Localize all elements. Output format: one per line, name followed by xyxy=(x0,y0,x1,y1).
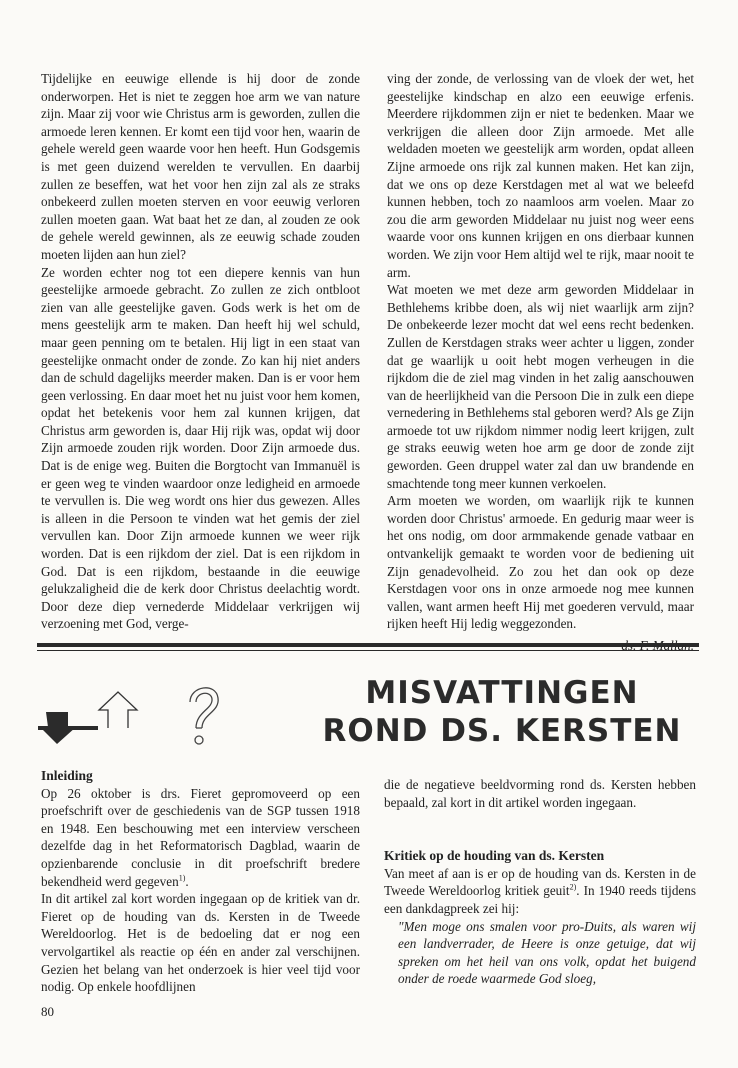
page-number: 80 xyxy=(41,1004,54,1019)
paragraph: Wat moeten we met deze arm geworden Middelaar in Bethlehems kribbe doen, als wij niet waarlijk arm zijn? De onbekeerde lezer mocht dat wel eens recht bedenken. Zullen de Kerstdagen straks weer achter u liggen, zonder dat ge waarlijk u ooit hebt mogen verheugen in die rijkdom die de ziel mag vinden in het zalig aanschouwen van de heerlijkheid van die Persoon Die in zulk een diepe vernedering in Bethlehems stal geboren werd? Als ge Zijn armoede tot uw rijkdom nimmer nodig leert krijgen, zult ge straks eeuwig weten hoe arm ge door de zonde zijt geworden. Geen druppel water zal dan uw brandende en smachtende tong meer kunnen verkoelen. xyxy=(387,282,694,491)
headline-line-1: MISVATTINGEN xyxy=(365,675,639,711)
paragraph: In dit artikel zal kort worden ingegaan op de kritiek van dr. Fieret op de houding van ds. Kersten in de Tweede Wereldoorlog. Het is de bedoeling dat er nog een vervolgartikel als reactie op één en ander zal verschijnen. Gezien het belang van het onderzoek is hier veel tijd voor nodig. Op enkele hoofdlijnen xyxy=(41,891,360,995)
article-headline xyxy=(292,674,712,750)
paragraph: Van meet af aan is er op de houding van ds. Kersten in de Tweede Wereldoorlog kritiek geuit$^{2)}$. In 1940 reeds tijdens een dankdagpreek zei hij: xyxy=(384,865,696,916)
article-column-1 xyxy=(41,70,360,633)
arrow-up-icon xyxy=(99,692,177,728)
article2-column-1 xyxy=(41,767,360,996)
paragraph: Tijdelijke en eeuwige ellende is hij door de zonde onderworpen. Het is niet te zeggen hoe arm we van nature zijn. Maar zij voor wie Christus arm is geworden, zullen die armoede leren kennen. Er komt een tijd voor hen, waarin de gehele wereld geen waarde voor hen heeft. Hun Godsgemis is met geen duizend werelden te vervullen. En daarbij zullen ze beseffen, wat het voor hen zijn zal als ze straks onbekeerd zullen moeten sterven en voor eeuwig verloren zullen moeten gaan. Wat baat het ze dan, al zouden ze ook de gehele wereld gewinnen, als ze eeuwig schade zouden moeten lijden aan hun ziel? xyxy=(41,71,360,262)
section-divider-thin xyxy=(37,650,699,651)
article2-column-2 xyxy=(384,776,696,988)
paragraph: die de negatieve beeldvorming rond ds. Kersten hebben bepaald, zal kort in dit artikel worden ingegaan. xyxy=(384,777,696,810)
arrow-down-icon xyxy=(38,712,98,744)
section-divider-thick xyxy=(37,643,699,647)
quote: "Men moge ons smalen voor pro-Duits, als waren wij een landverrader, de Heere is onze getuige, dat wij spreken om het heil van ons volk, opdat het buigend onder de roede waarmede God sloeg, xyxy=(398,918,696,987)
article-column-2 xyxy=(387,70,694,655)
paragraph: Arm moeten we worden, om waarlijk rijk te kunnen worden door Christus' armoede. En gedurig maar weer is het ons nodig, om door armmakende genade vatbaar en ontvankelijk gemaakt te worden voor de bediening uit Zijn genadevolheid. Zo zou het dan ook op deze Kerstdagen voor ons in onze armoede nog mee kunnen vallen, want armen heeft Hij met goederen vervuld, maar rijken heeft Hij ledig weggezonden. xyxy=(387,493,694,632)
paragraph: Ze worden echter nog tot een diepere kennis van hun geestelijke armoede gebracht. Zo zullen ze zich ontbloot zien van alle geestelijke gaven. Gods werk is het om de mens geestelijk arm te maken. Dan heeft hij wel schuld, maar geen penning om te betalen. Hij ligt in een staat van geestelijke onmacht onder de zonde. Zo kan hij niet anders dan de schuld dagelijks meerder maken. Dan is er voor hem geen verlossing. En daar moet het nu juist voor hem komen, opdat het betekenis voor hem zal kunnen krijgen, dat Christus arm geworden is, daar Hij rijk was, opdat wij door Zijn armoede zouden rijk worden. Door Zijn armoede dus. Dat is de enige weg. Buiten die Borgtocht van Immanuël is er geen weg te vinden waardoor onze ledigheid en armoede te vervullen is. Die weg wordt ons hier dus gewezen. Alles is alleen in die Persoon te vinden wat het gemis der ziel vervullen kan. Door Zijn armoede kunnen we weer rijk worden. Dat is een rijkdom der ziel. Dat is een rijkdom in God. Dat is een rijkdom, bestaande in die eeuwige gelukzaligheid die de kerk door Christus deelachtig wordt. Door deze diep vernederde Middelaar verkrijgen wij verzoening met God, verge- xyxy=(41,264,360,632)
article-logo xyxy=(38,672,238,752)
footnote-ref: 2) xyxy=(569,882,577,892)
paragraph: Op 26 oktober is drs. Fieret gepromoveerd op een proefschrift over de geschiedenis van de SGP tussen 1918 en 1948. Een beschouwing met een interview verscheen dezelfde dag in het Reformatorisch Dagblad, waarin de opzienbarende conclusie in dit proefschrift bredere bekendheid werd gegeven$^{1)}$. xyxy=(41,785,360,889)
section-heading-kritiek: Kritiek op de houding van ds. Kersten xyxy=(384,848,605,864)
headline-line-2: ROND DS. KERSTEN xyxy=(322,713,682,749)
question-mark-icon xyxy=(190,688,218,744)
section-heading-inleiding: Inleiding xyxy=(41,768,93,783)
paragraph: ving der zonde, de verlossing van de vloek der wet, het geestelijke kindschap en alzo een eeuwige erfenis. Meerdere rijkdommen zijn er niet te bedenken. Maar we verkrijgen die alleen door Zijn armoede. Met alle weldaden moeten we geestelijk arm worden, opdat alleen Zijne armoede ons rijk zal kunnen maken. Het kan zijn, dat we ons op deze Kerstdagen met al wat we beleefd kunnen hebben, toch zo naamloos arm voelen. Maar zo zou die arm geworden Middelaar nu juist nog weer eens waarde voor ons kunnen krijgen en ons dierbaar kunnen worden. We zijn voor Hem altijd wel te rijk, maar nooit te arm. xyxy=(387,71,694,280)
footnote-ref: 1) xyxy=(178,873,186,883)
